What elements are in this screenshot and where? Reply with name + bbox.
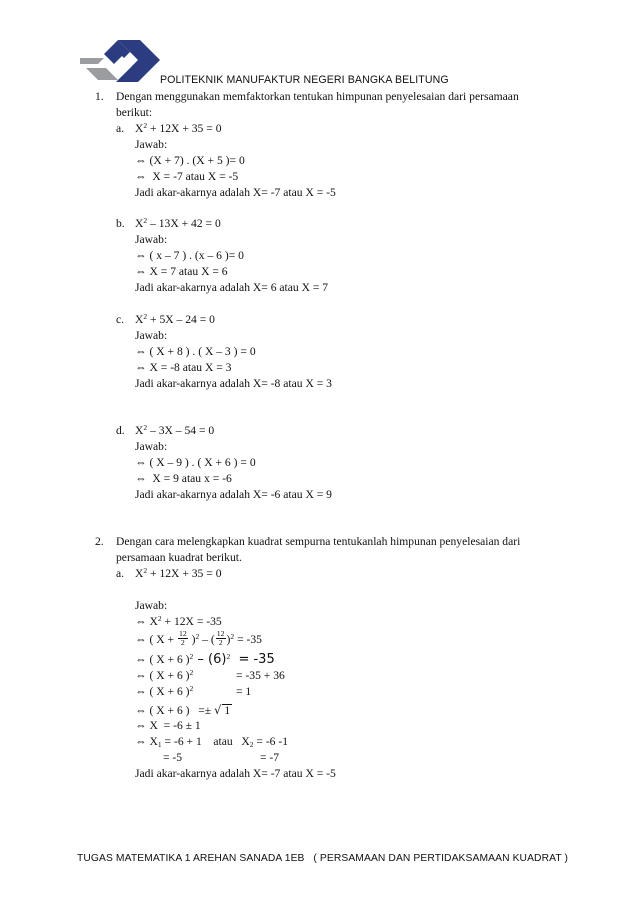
q2a-step6: ⇔ ( X + 6 ) =± √ 1 — [135, 703, 231, 717]
q2a-step4-value: = -35 + 36 — [236, 669, 285, 682]
q2-text-line1: Dengan cara melengkapkan kuadrat sempurna tentukanlah himpunan penyelesaian dari — [116, 535, 521, 548]
q2a-step3: ⇔ ( X + 6 )$^2 - (6)^2 = -35$ — [135, 652, 275, 667]
q1b-step2: ⇔ X = 7 atau X = 6 — [135, 265, 228, 278]
q2a-jawab: Jawab: — [135, 599, 168, 612]
q2a-step4: ⇔ ( X + 6 )$^2$ — [135, 668, 194, 682]
q2a-conclusion: Jadi akar-akarnya adalah X= -7 atau X = -5 — [135, 767, 336, 780]
q1a-step1: ⇔ (X + 7) . (X + 5 )= 0 — [135, 154, 245, 167]
page-footer: TUGAS MATEMATIKA 1 AREHAN SANADA 1EB ( PERSAMAAN DAN PERTIDAKSAMAAN KUADRAT ) — [77, 853, 569, 864]
q2-text-line2: persamaan kuadrat berikut. — [116, 551, 242, 564]
q1c-jawab: Jawab: — [135, 329, 168, 342]
polman-logo — [78, 38, 160, 84]
q1a-step2: ⇔ X = -7 atau X = -5 — [135, 170, 239, 183]
q2-number: 2. — [95, 535, 104, 548]
q1d-jawab: Jawab: — [135, 440, 168, 453]
q1c-step1: ⇔ ( X + 8 ) . ( X – 3 ) = 0 — [135, 345, 256, 358]
q1d-equation: $X^2 - 3X - 54 = 0$ — [135, 423, 215, 437]
q1c-label: c. — [116, 313, 125, 326]
q1b-step1: ⇔ ( x – 7 ) . (x – 6 )= 0 — [135, 249, 244, 262]
q1-text-line1: Dengan menggunakan memfaktorkan tentukan himpunan penyelesaian dari persamaan — [116, 90, 519, 103]
q1b-conclusion: Jadi akar-akarnya adalah X= 6 atau X = 7 — [135, 281, 329, 294]
q1b-label: b. — [116, 217, 125, 230]
q1c-conclusion: Jadi akar-akarnya adalah X= -8 atau X = 3 — [135, 377, 332, 390]
q1c-step2: ⇔ X = -8 atau X = 3 — [135, 361, 232, 374]
q1a-equation: $X^2 + 12X + 35 = 0$ — [135, 121, 222, 135]
q2a-step8: ⇔ $X_1 = -6 + 1$ atau $X_2 = -6$ -1 — [135, 735, 289, 749]
q1-text-line2: berikut: — [116, 106, 153, 119]
q1d-step1: ⇔ ( X – 9 ) . ( X + 6 ) = 0 — [135, 456, 256, 469]
q2a-label: a. — [116, 567, 125, 580]
q1d-step2: ⇔ X = 9 atau x = -6 — [135, 472, 232, 485]
q2a-step5: ⇔ ( X + 6 )$^2$ — [135, 684, 194, 698]
q1d-conclusion: Jadi akar-akarnya adalah X= -6 atau X = 9 — [135, 488, 332, 501]
q1c-equation: $X^2 + 5X - 24 = 0$ — [135, 312, 215, 326]
q2a-root1-value: = -5 — [163, 751, 183, 764]
q1a-jawab: Jawab: — [135, 138, 168, 151]
q1b-equation: $X^2 - 13X + 42 = 0$ — [135, 216, 221, 230]
q2a-step7: ⇔ X = -6 ± 1 — [135, 719, 201, 732]
half-coefficient-fraction: $\frac{12}{2}$ — [178, 628, 187, 647]
q1a-label: a. — [116, 122, 125, 135]
q2a-step1: ⇔ $X^2 + 12X = -35$ — [135, 614, 222, 628]
q1a-conclusion: Jadi akar-akarnya adalah X= -7 atau X = -5 — [135, 186, 336, 199]
half-coefficient-fraction-2: $\frac{12}{2}$ — [216, 628, 225, 647]
q2a-root2-value: = -7 — [260, 751, 280, 764]
q1b-jawab: Jawab: — [135, 233, 168, 246]
q2a-step5-value: = 1 — [236, 685, 252, 698]
institution-name: POLITEKNIK MANUFAKTUR NEGERI BANGKA BELITUNG — [160, 74, 449, 86]
q1-number: 1. — [95, 90, 104, 103]
q2a-equation: $X^2 + 12X + 35 = 0$ — [135, 566, 222, 580]
q1d-label: d. — [116, 424, 125, 437]
q2a-step2: ⇔ ( X + $\frac{12}{2}$ )$^2$ – ( $\frac{12}{2}$ )$^2$ = -35 — [135, 628, 262, 647]
